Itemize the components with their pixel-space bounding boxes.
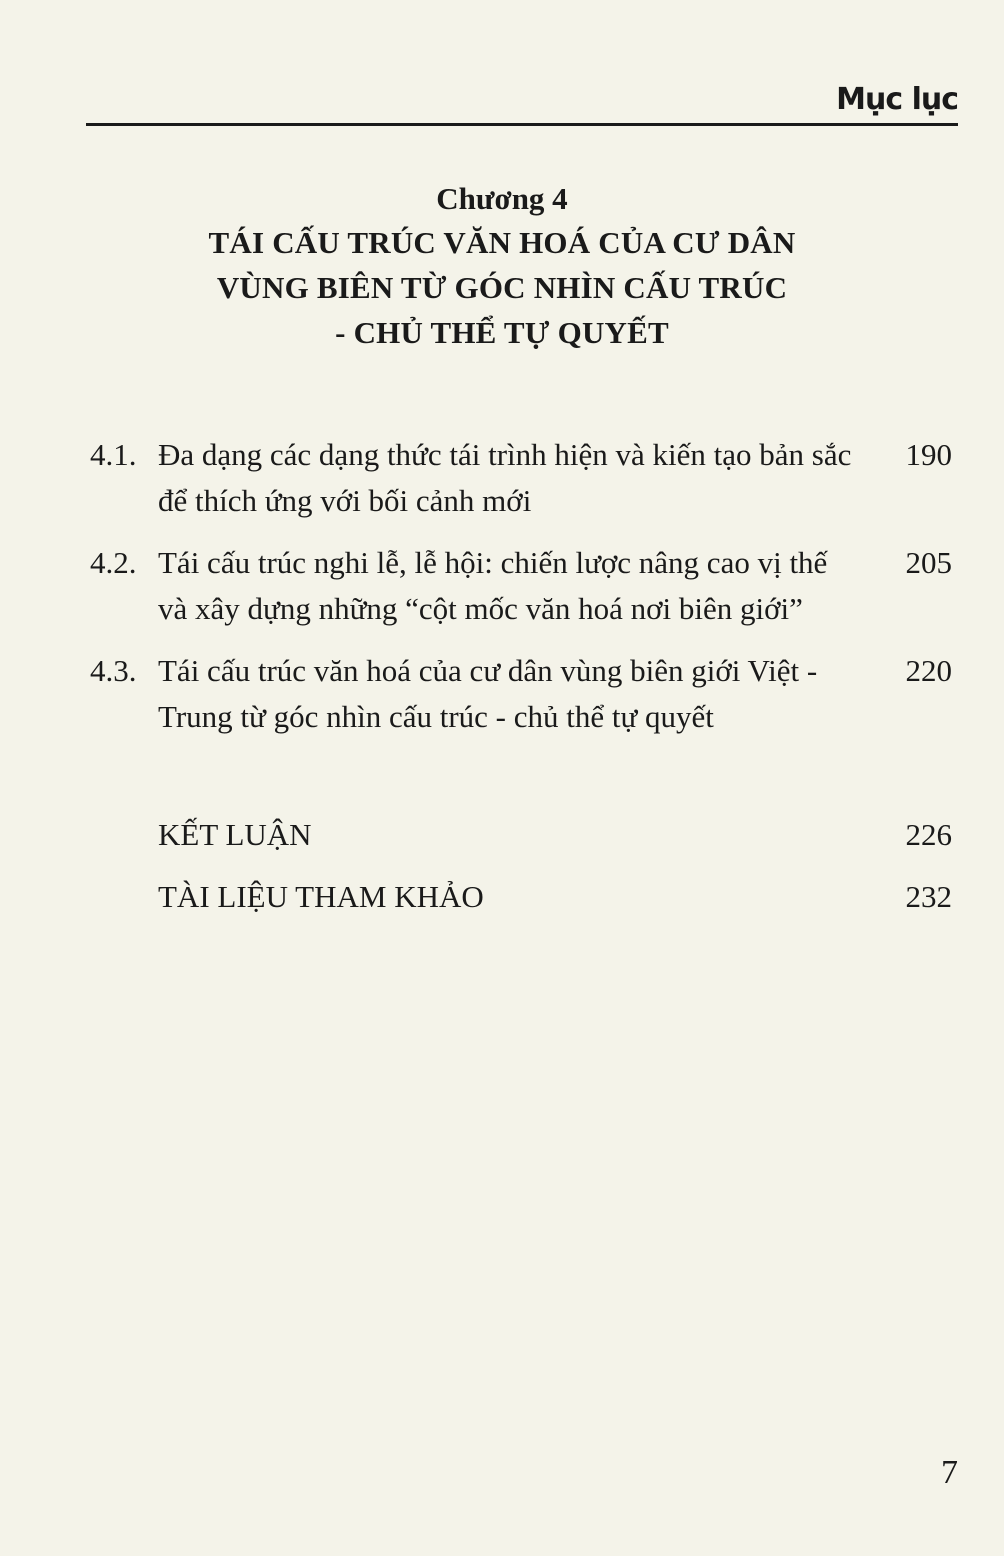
- toc-entry-references[interactable]: [90, 874, 952, 920]
- toc-entry-page: 232: [905, 879, 952, 914]
- toc-entry-page: 226: [905, 817, 952, 852]
- toc-entry-4-3[interactable]: [90, 648, 952, 740]
- toc-entry-title: Tái cấu trúc nghi lễ, lễ hội: chiến lược nâng cao vị thế và xây dựng những “cột mốc văn hoá nơi biên giới”: [158, 545, 828, 626]
- running-header: Mục lục: [836, 82, 958, 117]
- chapter-title-line-1: TÁI CẤU TRÚC VĂN HOÁ CỦA CƯ DÂN: [208, 225, 796, 260]
- header-rule: [86, 123, 958, 126]
- toc-entry-title: Tái cấu trúc văn hoá của cư dân vùng biên giới Việt - Trung từ góc nhìn cấu trúc - chủ thể tự quyết: [158, 653, 818, 734]
- toc-entry-page: 220: [905, 653, 952, 688]
- toc-entry-4-1[interactable]: [90, 432, 952, 524]
- chapter-title-line-2: VÙNG BIÊN TỪ GÓC NHÌN CẤU TRÚC: [216, 270, 788, 305]
- toc-entry-number: 4.3.: [90, 653, 137, 688]
- table-of-contents: [90, 432, 952, 920]
- toc-entry-conclusion[interactable]: [90, 812, 952, 858]
- toc-entry-number: 4.1.: [90, 437, 137, 472]
- chapter-label: Chương 4: [436, 181, 568, 216]
- toc-entry-title: KẾT LUẬN: [158, 817, 312, 852]
- toc-entry-title: Đa dạng các dạng thức tái trình hiện và kiến tạo bản sắc để thích ứng với bối cảnh mới: [158, 437, 852, 518]
- chapter-title-line-3: - CHỦ THỂ TỰ QUYẾT: [335, 315, 669, 350]
- chapter-heading: [86, 178, 918, 355]
- toc-entry-4-2[interactable]: [90, 540, 952, 632]
- toc-entry-number: 4.2.: [90, 545, 137, 580]
- page-number: 7: [941, 1454, 958, 1491]
- toc-entry-page: 190: [905, 437, 952, 472]
- toc-entry-title: TÀI LIỆU THAM KHẢO: [158, 879, 484, 914]
- toc-entry-page: 205: [905, 545, 952, 580]
